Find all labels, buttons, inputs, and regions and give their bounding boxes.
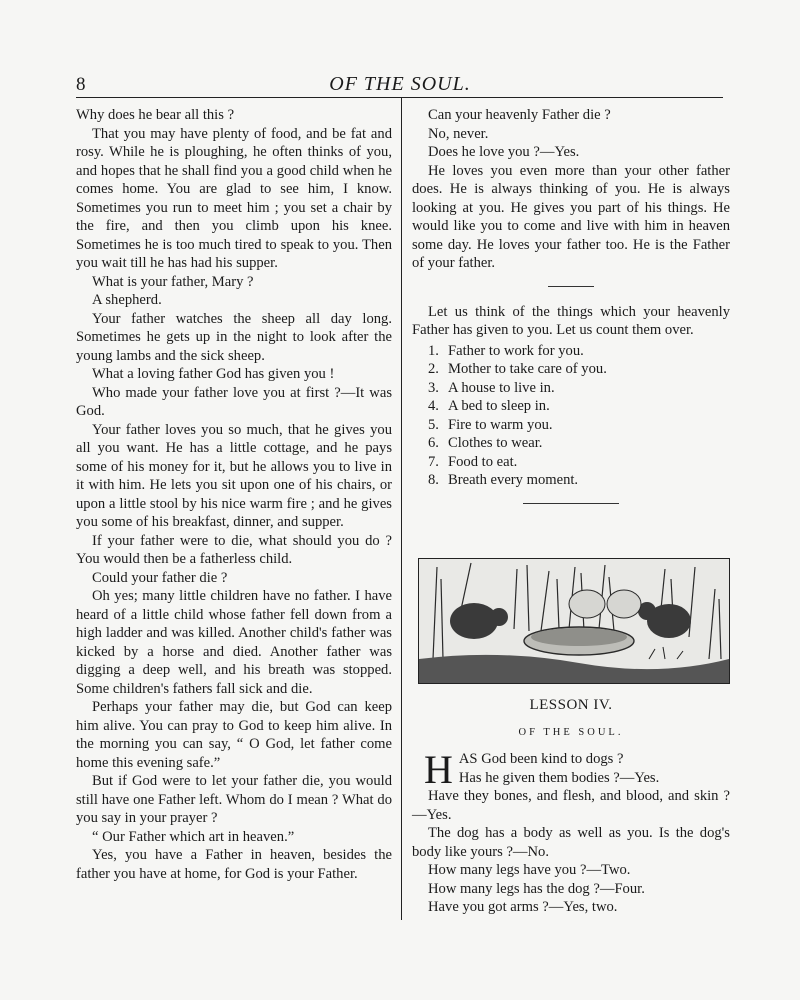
- paragraph: Who made your father love you at first ?—It was God.: [76, 384, 392, 419]
- list-item: 5. Fire to warm you.: [428, 416, 553, 433]
- list-item: 6. Clothes to wear.: [428, 435, 543, 451]
- gifts-list: [412, 342, 730, 490]
- list-item: 2. Mother to take care of you.: [428, 361, 607, 377]
- drop-cap: H: [424, 747, 453, 792]
- paragraph: No, never.: [428, 125, 489, 142]
- paragraph: Could your father die ?: [92, 569, 228, 586]
- paragraph: Why does he bear all this ?: [76, 107, 235, 123]
- page-number: 8: [76, 74, 86, 95]
- column-divider: [401, 98, 402, 920]
- paragraph: How many legs have you ?—Two.: [428, 862, 631, 878]
- paragraph: The dog has a body as well as you. Is the dog's body like yours ?—No.: [412, 825, 730, 860]
- paragraph: What is your father, Mary ?: [92, 273, 254, 290]
- paragraph: Has he given them bodies ?—Yes.: [458, 769, 660, 786]
- paragraph: That you may have plenty of food, and be fat and rosy. While he is ploughing, he often thinks of you, and hopes that he shall find you a good child when he comes home. You are glad to see him, I know. Sometimes you run to meet him ; you set a chair by the fire, and then you climb upon his knee. Sometimes he is too much tired to speak to you. Then you wait till he has had his supper.: [76, 125, 392, 271]
- paragraph: What a loving father God has given you !: [92, 366, 335, 382]
- paragraph: But if God were to let your father die, you would still have one Father left. Whom do I mean ? What do you say in your prayer ?: [76, 773, 392, 826]
- list-item: 1. Father to work for you.: [428, 342, 584, 359]
- running-title: OF THE SOUL.: [329, 73, 471, 95]
- lesson-subtitle: OF THE SOUL.: [518, 727, 624, 738]
- paragraph: Yes, you have a Father in heaven, besides the father you have at home, for God is your Father.: [76, 847, 392, 882]
- list-item: 4. A bed to sleep in.: [428, 398, 550, 414]
- engraving-graphic: [419, 559, 729, 683]
- paragraph: Have they bones, and flesh, and blood, and skin ?—Yes.: [412, 788, 730, 823]
- paragraph: Your father watches the sheep all day long. Sometimes he gets up in the night to look after the young lambs and the sick sheep.: [76, 310, 392, 364]
- lesson-title: LESSON IV.: [529, 697, 613, 713]
- paragraph: AS God been kind to dogs ?: [458, 751, 624, 767]
- lesson-body: [412, 747, 730, 917]
- list-item: 3. A house to live in.: [428, 379, 555, 396]
- list-intro: Let us think of the things which your heavenly Father has given to you. Let us count them over.: [412, 303, 730, 338]
- paragraph: A shepherd.: [92, 292, 162, 308]
- illustration-chickens-at-dish: [418, 558, 730, 684]
- paragraph: Does he love you ?—Yes.: [428, 144, 580, 160]
- header-rule: [76, 97, 723, 98]
- paragraph: “ Our Father which art in heaven.”: [92, 828, 295, 845]
- paragraph: He loves you even more than your other father does. He is always thinking of you. He is always looking at you. He gives you part of his things. He would like you to come and live with him in heaven some day. He loves your father too. He is the Father of your father.: [412, 162, 730, 271]
- left-column: [76, 106, 392, 883]
- section-divider: [548, 286, 594, 287]
- paragraph: If your father were to die, what should you do ? You would then be a fatherless child.: [76, 532, 392, 567]
- paragraph: Oh yes; many little children have no father. I have heard of a little child whose father fell down from a high ladder and was killed. Another child's father was kicked by a horse and died. Another father was digging a deep well, and his breath was stopped. Some children's fathers fall sick and die.: [76, 588, 392, 697]
- paragraph: Perhaps your father may die, but God can keep him alive. You can pray to God to keep him alive. In the morning you can say, “ O God, let father come home this evening safe.”: [76, 699, 392, 771]
- paragraph: Your father loves you so much, that he gives you all you want. He has a little cottage, and he pays some of his money for it, but he allows you to live in it with him. He lets you sit upon one of his chairs, or upon a little stool by his nice warm fire ; and he gives you some of his breakfast, dinner, and supper.: [76, 421, 392, 530]
- paragraph: Have you got arms ?—Yes, two.: [428, 899, 618, 915]
- right-column: [412, 106, 730, 504]
- section-divider: [523, 503, 619, 504]
- paragraph: Can your heavenly Father die ?: [428, 107, 611, 123]
- list-item: 8. Breath every moment.: [428, 472, 579, 488]
- paragraph: How many legs has the dog ?—Four.: [428, 880, 645, 897]
- list-item: 7. Food to eat.: [428, 453, 518, 470]
